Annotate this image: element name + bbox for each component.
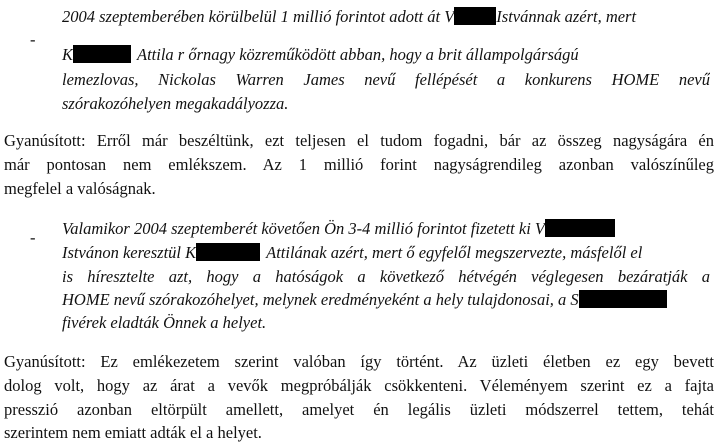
- text-line: [4, 155, 714, 175]
- text-line: [62, 290, 712, 310]
- text-segment: lemezlovas, Nickolas Warren James nevű fellépését a konkurens HOME nevű: [62, 70, 710, 89]
- text-segment: dolog volt, hogy az árat a vevők megpróbálják csökkenteni. Véleményem szerint ez a fajta: [4, 376, 714, 395]
- text-line: [4, 131, 714, 151]
- text-segment: is híresztelte azt, hogy a hatóságok a következő hétvégén véglegesen bezáratják a: [62, 267, 710, 286]
- text-segment: Istvánon keresztül K: [62, 243, 197, 262]
- redaction-box: [579, 290, 667, 308]
- text-line: [62, 313, 266, 333]
- text-line: [4, 352, 714, 372]
- text-segment: K: [62, 45, 74, 64]
- redaction-box: [454, 7, 496, 25]
- text-line: [4, 376, 714, 396]
- bullet-dash: -: [30, 228, 36, 247]
- text-segment: már pontosan nem emlékszem. Az 1 millió forint nagyságrendileg azonban valószínűleg: [4, 155, 714, 174]
- text-line: [62, 267, 710, 287]
- text-line: [4, 423, 262, 443]
- text-line: [4, 400, 714, 420]
- text-line: [62, 94, 288, 114]
- text-segment: szórakozóhelyen megakadályozza.: [62, 94, 289, 113]
- text-line: [62, 243, 712, 263]
- text-segment: Attilának azért, mert ő egyfelől megszervezte, másfelől el: [266, 243, 643, 262]
- text-segment: fivérek eladták Önnek a helyet.: [62, 313, 267, 332]
- text-segment: Valamikor 2004 szeptemberét követően Ön 3-4 millió forintot fizetett ki V: [62, 219, 545, 238]
- text-segment: 2004 szeptemberében körülbelül 1 millió forintot adott át V: [62, 7, 455, 26]
- text-segment: Attila r őrnagy közreműködött abban, hogy a brit állampolgárságú: [137, 45, 579, 64]
- text-segment: presszió azonban eltörpült amellett, amelyet én legális üzleti módszerrel tettem, tehát: [4, 400, 714, 419]
- text-segment: megfelel a valóságnak.: [4, 179, 156, 198]
- text-segment: szerintem nem emiatt adták el a helyet.: [4, 423, 262, 442]
- text-line: [62, 45, 712, 65]
- text-segment: Istvánnak azért, mert: [496, 7, 637, 26]
- redaction-box: [196, 243, 260, 261]
- redaction-box: [545, 219, 615, 237]
- redaction-box: [73, 45, 131, 63]
- text-line: [62, 7, 712, 27]
- text-line: [62, 70, 710, 90]
- text-line: [4, 179, 156, 199]
- bullet-dash: -: [30, 30, 36, 49]
- text-segment: Gyanúsított: Ez emlékezetem szerint valóban így történt. Az üzleti életben ez egy bevett: [4, 352, 714, 371]
- text-segment: HOME nevű szórakozóhelyet, melynek eredményeként a hely tulajdonosai, a S: [62, 290, 579, 309]
- text-line: [62, 219, 712, 239]
- text-segment: Gyanúsított: Erről már beszéltünk, ezt teljesen el tudom fogadni, bár az összeg nagyságára én: [4, 131, 714, 150]
